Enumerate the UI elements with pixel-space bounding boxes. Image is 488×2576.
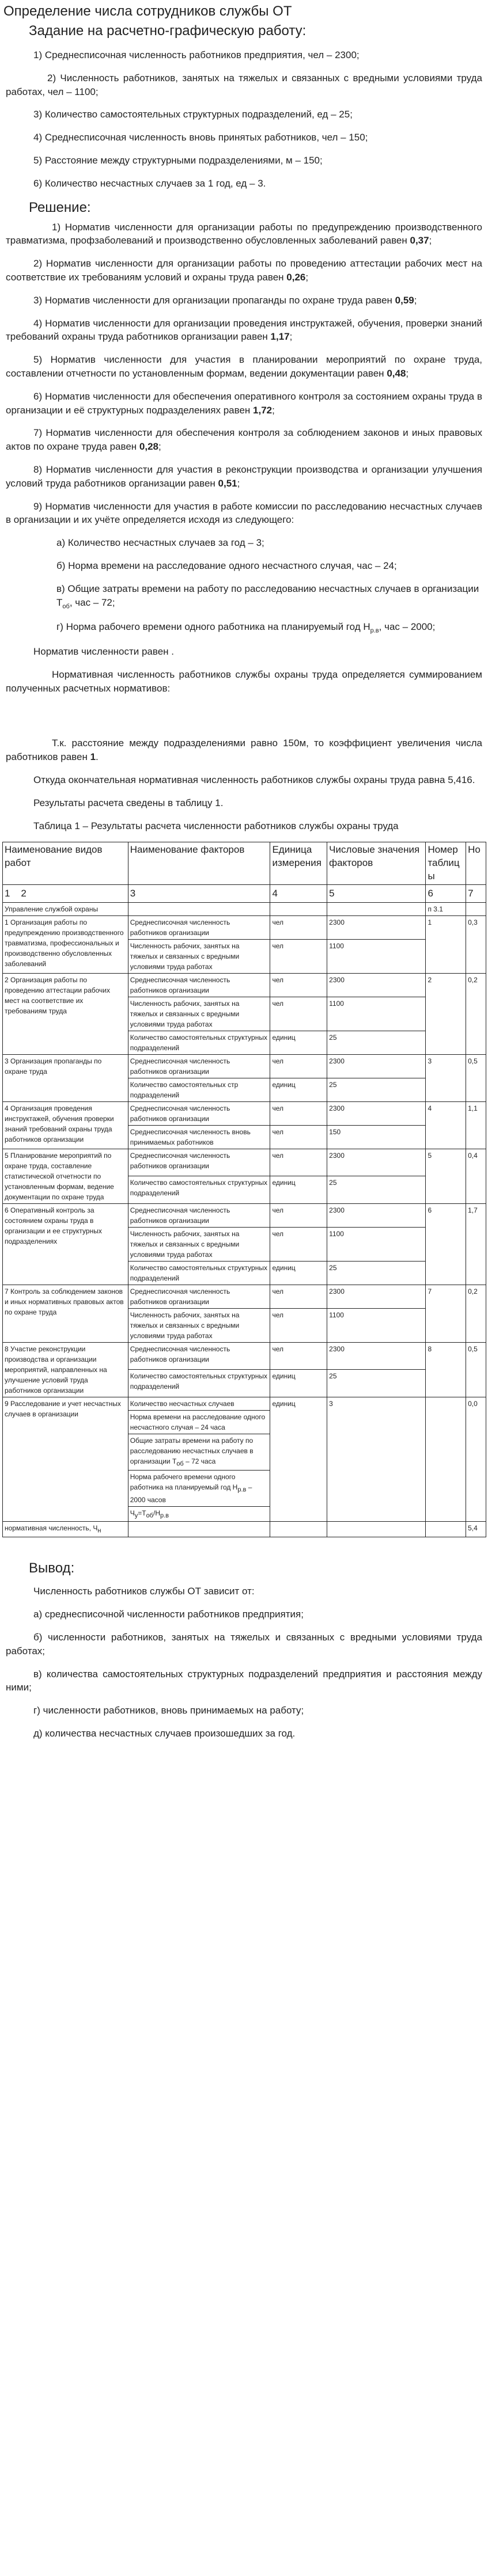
work-type-cell: 8 Участие реконструкции производства и организации мероприятий, направленных на улучшение условий труда работников организации: [3, 1342, 128, 1397]
factor-cell: 25: [327, 1031, 426, 1054]
factor-cell: чел: [270, 973, 327, 997]
col-header: Единица измерения: [270, 842, 327, 885]
norm-cell: 0,2: [466, 1285, 486, 1342]
factor-cell: 1100: [327, 1308, 426, 1342]
task-item: 6) Количество несчастных случаев за 1 год, ед – 3.: [33, 177, 266, 189]
factor-cell: Среднесписочная численность работников организации: [128, 1285, 270, 1308]
factor-cell: 2300: [327, 1101, 426, 1125]
work-type-cell: 7 Контроль за соблюдением законов и иных нормативных правовых актов по охране труда: [3, 1285, 128, 1342]
sum-paragraph: Нормативная численность работников службы охраны труда определяется суммированием полученных расчетных нормативов:: [6, 668, 482, 694]
factor-cell: единиц: [270, 1176, 327, 1204]
item9-sub: б) Норма времени на расследование одного несчастного случая, час – 24;: [56, 560, 397, 571]
solution-item: 4) Норматив численности для организации проведения инструктажей, обучения, проверки знаний требований охраны труда работников организации равен 1,17;: [6, 317, 482, 343]
factor-cell: чел: [270, 939, 327, 973]
factor-cell: Количество самостоятельных структурных подразделений: [128, 1370, 270, 1397]
table-ref-cell: 5: [426, 1149, 466, 1203]
table-ref-cell: 1: [426, 915, 466, 973]
table-total-row: нормативная численность, $Ч_н$ 5,4: [3, 1522, 486, 1537]
table-row: [3, 915, 486, 939]
factor-cell: Среднесписочная численность работников организации: [128, 1342, 270, 1370]
distance-paragraph: Т.к. расстояние между подразделениями равно 150м, то коэффициент увеличения числа работников равен 1.: [6, 738, 482, 763]
norm-cell: 0,5: [466, 1054, 486, 1101]
factor-cell: Среднесписочная численность вновь принимаемых работников: [128, 1125, 270, 1149]
table-ref-cell: 6: [426, 1203, 466, 1285]
col-header: Числовые значения факторов: [327, 842, 426, 885]
table-caption: Таблица 1 – Результаты расчета численности работников службы охраны труда: [33, 820, 399, 831]
results-table: [2, 842, 486, 1537]
factor-cell: Среднесписочная численность работников организации: [128, 1203, 270, 1227]
task-item: 5) Расстояние между структурными подразделениями, м – 150;: [33, 154, 323, 166]
factor-cell: 2300: [327, 915, 426, 939]
work-type-cell: 3 Организация пропаганды по охране труда: [3, 1054, 128, 1101]
solution-item: 6) Норматив численности для обеспечения оперативного контроля за состоянием охраны труда в организации и её структурных подразделениях равен 1,72;: [6, 390, 482, 416]
factor-cell: Среднесписочная численность работников организации: [128, 1054, 270, 1078]
factor-cell: чел: [270, 915, 327, 939]
conclusion-heading: Вывод:: [29, 1560, 75, 1576]
factor-cell: 2300: [327, 1203, 426, 1227]
conclusion-item: в) количества самостоятельных структурных подразделений предприятия и расстояния между ними;: [6, 1668, 482, 1693]
factor-cell: Количество самостоятельных структурных подразделений: [128, 1261, 270, 1285]
solution-list: [0, 221, 488, 833]
factor-cell: единиц: [270, 1031, 327, 1054]
table-row: [3, 1203, 486, 1227]
factor-cell: Численность рабочих, занятых на тяжелых и связанных с вредными условиями труда работах: [128, 1308, 270, 1342]
norm-cell: 1,1: [466, 1101, 486, 1149]
conclusion-list: [0, 1585, 488, 1740]
norm-cell: 0,5: [466, 1342, 486, 1397]
factor-cell: чел: [270, 1308, 327, 1342]
factor-cell: чел: [270, 1227, 327, 1261]
factor-cell: Среднесписочная численность работников организации: [128, 973, 270, 997]
factor-cell: 2300: [327, 1285, 426, 1308]
results-paragraph: Результаты расчета сведены в таблицу 1.: [33, 797, 224, 808]
table-row: [3, 1054, 486, 1078]
factor-cell: единиц: [270, 1370, 327, 1397]
factor-cell: Численность рабочих, занятых на тяжелых и связанных с вредными условиями труда работах: [128, 1227, 270, 1261]
solution-item: 3) Норматив численности для организации пропаганды по охране труда равен 0,59;: [33, 294, 417, 306]
table-ref-cell: 4: [426, 1101, 466, 1149]
table-row: [3, 973, 486, 997]
solution-item: 7) Норматив численности для обеспечения контроля за соблюдением законов и иных правовых актов по охране труда равен 0,28;: [6, 427, 482, 453]
conclusion-item: б) численности работников, занятых на тяжелых и связанных с вредными условиями труда работах;: [6, 1631, 482, 1656]
factor-cell: 1100: [327, 1227, 426, 1261]
item9-sub: а) Количество несчастных случаев за год – 3;: [56, 537, 264, 549]
solution-item: 2) Норматив численности для организации работы по проведению аттестации рабочих мест на соответствие их требованиям условий и охраны труда равен 0,26;: [6, 258, 482, 283]
factor-cell: 25: [327, 1261, 426, 1285]
table-row: [3, 1101, 486, 1125]
table-ref-cell: 8: [426, 1342, 466, 1397]
work-type-cell: 2 Организация работы по проведению аттестации рабочих мест на соответствие их требованиям труда: [3, 973, 128, 1054]
norm-cell: 1,7: [466, 1203, 486, 1285]
factor-cell: чел: [270, 1101, 327, 1125]
factor-cell: Количество самостоятельных структурных подразделений: [128, 1176, 270, 1204]
work-type-cell: 4 Организация проведения инструктажей, обучения проверки знаний требований охраны труда работников организации: [3, 1101, 128, 1149]
table-numbers-row: 1 2 3 4 5 6 7: [3, 885, 486, 903]
table-header-row: [3, 842, 486, 885]
factor-cell: чел: [270, 1125, 327, 1149]
table-row: [3, 1149, 486, 1176]
solution-heading: Решение:: [29, 199, 91, 215]
factor-cell: 150: [327, 1125, 426, 1149]
factor-cell: единиц: [270, 1078, 327, 1101]
factor-cell: 2300: [327, 1054, 426, 1078]
task-list: [0, 48, 488, 191]
work-type-cell: 5 Планирование мероприятий по охране труда, составление статистической отчетности по установленным формам, ведение документации по охране труда: [3, 1149, 128, 1203]
factor-cell: Численность рабочих, занятых на тяжелых и связанных с вредными условиями труда работах: [128, 997, 270, 1031]
table-ref-cell: 2: [426, 973, 466, 1054]
factor-cell: Количество самостоятельных структурных подразделений: [128, 1031, 270, 1054]
item9-sub: в) Общие затраты времени на работу по расследованию несчастных случаев в организации $T_{об}$, час – 72;: [56, 583, 479, 610]
factor-cell: 2300: [327, 1149, 426, 1176]
task-heading: Задание на расчетно-графическую работу:: [29, 23, 307, 39]
solution-item: 8) Норматив численности для участия в реконструкции производства и организации улучшения условий труда работников организации равен 0,51;: [6, 463, 482, 489]
page-title: Определение числа сотрудников службы ОТ: [3, 3, 292, 19]
factor-cell: 1100: [327, 939, 426, 973]
table-row: 9 Расследование и учет несчастных случаев в организации Количество несчастных случаев Норма времени на расследование одного несчастного случая – 24 часа Общие затраты времени на работу по расследованию несчастных случаев в организации $T_{об} - 72$ часа Норма рабочего времени одного работника на планируемый год $H_{р.в} - 2000$ часов $Ч_у=T_{об}/H_{р.в}$ единиц 3 0,0: [3, 1397, 486, 1522]
factor-cell: Среднесписочная численность работников организации: [128, 915, 270, 939]
norm-cell: 0,3: [466, 915, 486, 973]
factor-cell: 2300: [327, 973, 426, 997]
col-header: Наименование видов работ: [3, 842, 128, 885]
task-item: 3) Количество самостоятельных структурных подразделений, ед – 25;: [33, 109, 353, 120]
table-row: [3, 1285, 486, 1308]
conclusion-item: г) численности работников, вновь принимаемых на работу;: [33, 1705, 304, 1716]
col-header: Наименование факторов: [128, 842, 270, 885]
col-header: Но: [466, 842, 486, 885]
work-type-cell: 6 Оперативный контроль за состоянием охраны труда в организации и ее структурных подразделениях: [3, 1203, 128, 1285]
solution-item: 9) Норматив численности для участия в работе комиссии по расследованию несчастных случаев в организации и их учёте определяется исходя из следующего:: [6, 500, 482, 526]
item9-sub: г) Норма рабочего времени одного работника на планируемый год $H_{р.в}$, час – 2000;: [56, 621, 436, 634]
factor-cell: Среднесписочная численность работников организации: [128, 1149, 270, 1176]
factor-cell: Среднесписочная численность работников организации: [128, 1101, 270, 1125]
table-row: [3, 1342, 486, 1370]
conclusion-item: а) среднесписочной численности работников предприятия;: [33, 1609, 304, 1620]
factor-cell: чел: [270, 1203, 327, 1227]
final-paragraph: Откуда окончательная нормативная численность работников службы охраны труда равна 5,416.: [33, 774, 475, 786]
table-row: Управление службой охраны п 3.1: [3, 902, 486, 915]
task-item: 1) Среднесписочная численность работников предприятия, чел – 2300;: [33, 50, 360, 60]
norm-cell: 0,2: [466, 973, 486, 1054]
norm-line: Норматив численности равен .: [33, 646, 174, 658]
factor-cell: 25: [327, 1370, 426, 1397]
conclusion-intro: Численность работников службы ОТ зависит от:: [33, 1586, 255, 1597]
work-type-cell: 1 Организация работы по предупреждению производственного травматизма, профессиональных и производственно обусловленных заболеваний: [3, 915, 128, 973]
formula-space: [6, 704, 482, 736]
factor-cell: 25: [327, 1078, 426, 1101]
norm-cell: 0,4: [466, 1149, 486, 1203]
table-body: [3, 915, 486, 1397]
table-ref-cell: 3: [426, 1054, 466, 1101]
factor-cell: чел: [270, 997, 327, 1031]
factor-cell: 1100: [327, 997, 426, 1031]
factor-cell: чел: [270, 1342, 327, 1370]
factor-cell: чел: [270, 1054, 327, 1078]
solution-item: 1) Норматив численности для организации работы по предупреждению производственного травматизма, профзаболеваний и производственно обусловленных заболеваний равен 0,37;: [6, 221, 482, 246]
factor-cell: 25: [327, 1176, 426, 1204]
table-ref-cell: 7: [426, 1285, 466, 1342]
task-item: 2) Численность работников, занятых на тяжелых и связанных с вредными условиями труда работах, чел – 1100;: [6, 72, 482, 97]
factor-cell: Численность рабочих, занятых на тяжелых и связанных с вредными условиями труда работах: [128, 939, 270, 973]
factor-cell: единиц: [270, 1261, 327, 1285]
factor-cell: Количество самостоятельных стр подразделений: [128, 1078, 270, 1101]
col-header: Номер таблицы: [426, 842, 466, 885]
task-item: 4) Среднесписочная численность вновь принятых работников, чел – 150;: [33, 132, 368, 143]
factor-cell: 2300: [327, 1342, 426, 1370]
conclusion-item: д) количества несчастных случаев произошедших за год.: [33, 1727, 296, 1739]
solution-item: 5) Норматив численности для участия в планировании мероприятий по охране труда, составлении отчетности по установленным формам, ведении документации равен 0,48;: [6, 354, 482, 379]
factor-cell: чел: [270, 1149, 327, 1176]
factor-cell: чел: [270, 1285, 327, 1308]
